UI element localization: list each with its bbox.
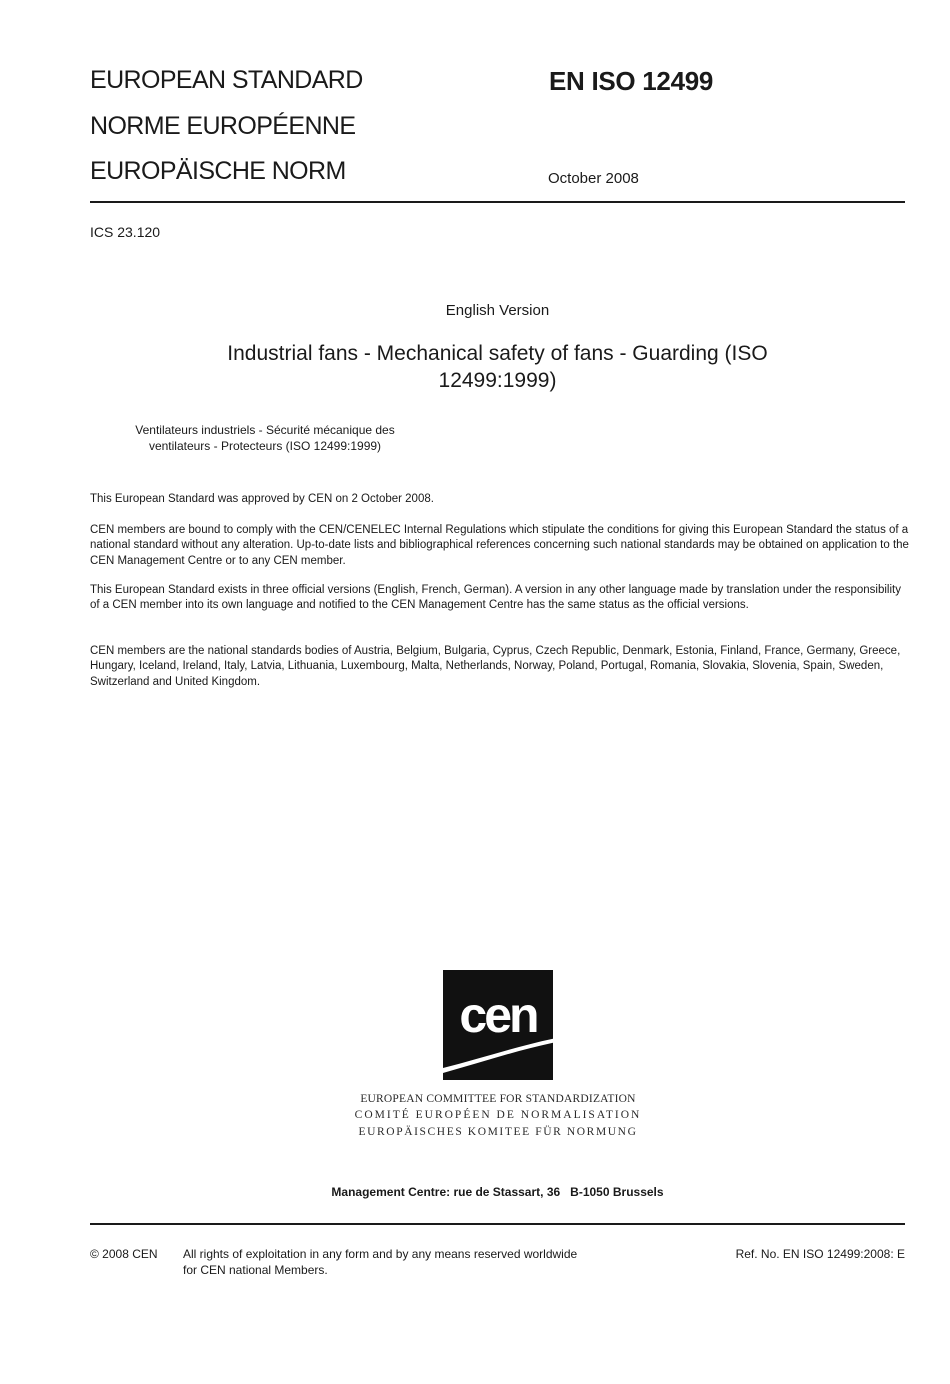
- copyright-notice: © 2008 CEN: [90, 1247, 158, 1261]
- committee-name-english: EUROPEAN COMMITTEE FOR STANDARDIZATION: [360, 1093, 636, 1105]
- cen-logo-wordmark: cen: [459, 987, 537, 1043]
- cen-logo: [443, 970, 553, 1080]
- document-title: Industrial fans - Mechanical safety of fans - Guarding (ISO 12499:1999): [227, 342, 768, 392]
- members-paragraph: CEN members are the national standards bodies of Austria, Belgium, Bulgaria, Cyprus, Czech Republic, Denmark, Estonia, Finland, France, Germany, Greece, Hungary, Iceland, Ireland, Italy, Latvia, Lithuania, Luxembourg, Malta, Netherlands, Norway, Poland, Portugal, Romania, Slovakia, Slovenia, Spain, Sweden, Switzerland and United Kingdom.: [90, 645, 901, 688]
- rights-notice: All rights of exploitation in any form and by any means reserved worldwide for CEN national Members.: [183, 1247, 578, 1277]
- regulations-paragraph: CEN members are bound to comply with the CEN/CENELEC Internal Regulations which stipulate the conditions for giving this European Standard the status of a national standard without any alteration. Up-to-date lists and bibliographical references concerning such national standards may be obtained on application to the CEN Management Centre or to any CEN member.: [90, 524, 909, 567]
- header-divider: [90, 201, 905, 203]
- standard-label-english: EUROPEAN STANDARD: [90, 66, 363, 94]
- management-centre-address: Management Centre: rue de Stassart, 36 B-1050 Brussels: [331, 1185, 664, 1199]
- approval-paragraph: This European Standard was approved by CEN on 2 October 2008.: [90, 493, 434, 505]
- reference-number: Ref. No. EN ISO 12499:2008: E: [735, 1247, 905, 1261]
- ics-code: ICS 23.120: [90, 224, 161, 240]
- standard-label-german: EUROPÄISCHE NORM: [90, 157, 346, 185]
- footer-divider: [90, 1223, 905, 1225]
- committee-name-french: COMITÉ EUROPÉEN DE NORMALISATION: [354, 1109, 642, 1121]
- versions-paragraph: This European Standard exists in three official versions (English, French, German). A version in any other language made by translation under the responsibility of a CEN member into its own language and notified to the CEN Management Centre has the same status as the official versions.: [90, 584, 901, 612]
- french-title: Ventilateurs industriels - Sécurité mécanique des ventilateurs - Protecteurs (ISO 12499:1999): [135, 423, 395, 453]
- standard-label-french: NORME EUROPÉENNE: [90, 112, 356, 140]
- publication-date: October 2008: [548, 170, 639, 187]
- standard-number: EN ISO 12499: [549, 66, 714, 96]
- language-version: English Version: [445, 302, 550, 319]
- committee-name-german: EUROPÄISCHES KOMITEE FÜR NORMUNG: [358, 1126, 638, 1138]
